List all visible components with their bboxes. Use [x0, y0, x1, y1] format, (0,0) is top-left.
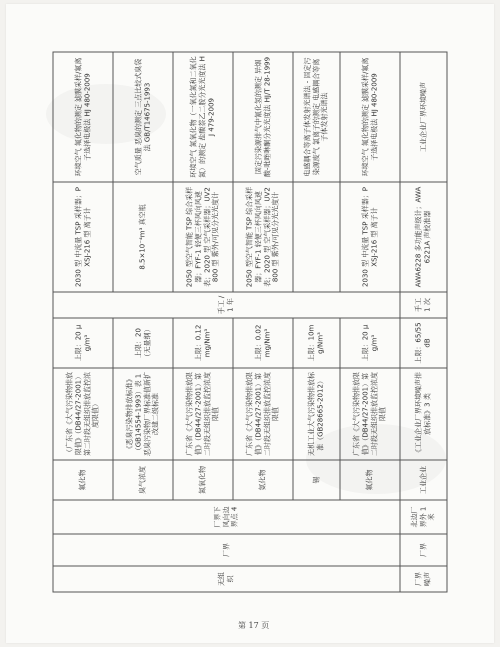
method-cell: 工业企业厂界环境噪声 [400, 52, 447, 182]
standard-cell: 广东省《大气污染物排放限值》（DB44/27-2001）第二时段无组织排放监控浓度限值 [233, 368, 293, 460]
monitor-point-cell: 厂界下风向边界点 4 [53, 500, 400, 534]
instrument-cell: 2030 型 中流量 TSP 采样器；PXSJ-216 型 离子计 [53, 182, 113, 292]
pollutant-cell: 锡 [293, 460, 340, 500]
limit-cell: 上限：20 μg/m³ [340, 318, 400, 368]
standard-cell: 广东省《大气污染物排放限值》（DB44/27-2001）第二时段无组织排放监控浓度限值 [340, 368, 400, 460]
pollutant-cell: 氟化物 [340, 460, 400, 500]
instrument-cell: 2050 型空气智能 TSP 综合采样器；FYF-1 轻便三杯风向风速表；2020 型 空气采样器；UV2800 型 紫外/可见分光光度计 [173, 182, 233, 292]
boundary-cell: 厂界 [400, 534, 447, 566]
monitoring-table [53, 51, 448, 592]
standard-cell: 《工业企业厂界环境噪声排放标准》3 类 [400, 368, 447, 460]
instrument-cell: 2050 型空气智能 TSP 综合采样器；FYF-1 轻便三杯风向风速表；2020 型 空气采样器；UV2800 型 紫外/可见分光光度计 [233, 182, 293, 292]
pollutant-cell: 氮氧化物 [173, 460, 233, 500]
limit-cell: 上限：0.02mg/Nm³ [233, 318, 293, 368]
standard-cell: （广东省《大气污染物排放限值》（DB44/27-2001）第二时段无组织排放监控浓度限值） [53, 368, 113, 460]
table-row [400, 52, 447, 592]
instrument-cell: AWA6228 多功能声级计；AWA6221A 声校准器 [400, 182, 447, 292]
method-cell: 固定污染源排气中氰化氢的测定 异烟酸-吡唑啉酮分光光度法 HJ/T 28-1999 [233, 52, 293, 182]
standard-cell: 无机工业大气污染物排放标准（GB28665-2012） [293, 368, 340, 460]
standard-cell: 广东省《大气污染物排放限值》（DB44/27-2001）第二时段无组织排放监控浓度限值 [173, 368, 233, 460]
method-cell: 空气质量 恶臭的测定 三点比较式臭袋法 GB/T14675-1993 [113, 52, 173, 182]
pollutant-cell: 臭气浓度 [113, 460, 173, 500]
method-cell: 电感耦合等离子体发射光谱法 - 固定污染源废气 氯离子的测定 电感耦合等离子体发射光谱法 [293, 52, 340, 182]
rotated-monitoring-table [53, 52, 448, 592]
noise-group-cell: 厂界噪声 [400, 566, 447, 592]
method-cell: 环境空气 氮氧化物（一氧化氮和二氧化氮）的测定 盐酸萘乙二胺分光光度法 HJ 479-2009 [173, 52, 233, 182]
pollutant-cell: 氟化物 [53, 460, 113, 500]
standard-cell: 《恶臭污染物排放标准》（GB14554-1993）表 1 恶臭污染物厂界标准值新扩改建二级标准 [113, 368, 173, 460]
page-number: 第 17 页 [238, 621, 270, 630]
waste-gas-group-cell: 无组织 [53, 566, 400, 592]
limit-cell: 上限：10mg/Nm³ [293, 318, 340, 368]
method-cell: 环境空气 氟化物的测定 滤膜采样/氟离子选择电极法 HJ 480-2009 [53, 52, 113, 182]
instrument-cell [293, 182, 340, 292]
limit-cell: 上限：65/55dB [400, 318, 447, 368]
limit-cell: 上限：20（无量纲） [113, 318, 173, 368]
limit-cell: 上限：0.12mg/Nm³ [173, 318, 233, 368]
manual-freq-cell: 手工 1 次 [400, 292, 447, 318]
limit-cell: 上限：20 μg/m³ [53, 318, 113, 368]
table-row [53, 52, 113, 592]
manual-freq-cell: 手工 /1 年 [53, 292, 400, 318]
pollutant-cell: 工业企业 [400, 460, 447, 500]
instrument-cell: 2030 型 中流量 TSP 采样器；PXSJ-216 型 离子计 [340, 182, 400, 292]
monitor-point-cell: 北边厂界外 1 米 [400, 500, 447, 534]
boundary-cell: 厂界 [53, 534, 400, 566]
instrument-cell: 8.5×10⁻⁴m³ 真空瓶 [113, 182, 173, 292]
pollutant-cell: 氨化物 [233, 460, 293, 500]
method-cell: 环境空气 氟化物的测定 滤膜采样/氟离子选择电极法 HJ 480-2009 [340, 52, 400, 182]
